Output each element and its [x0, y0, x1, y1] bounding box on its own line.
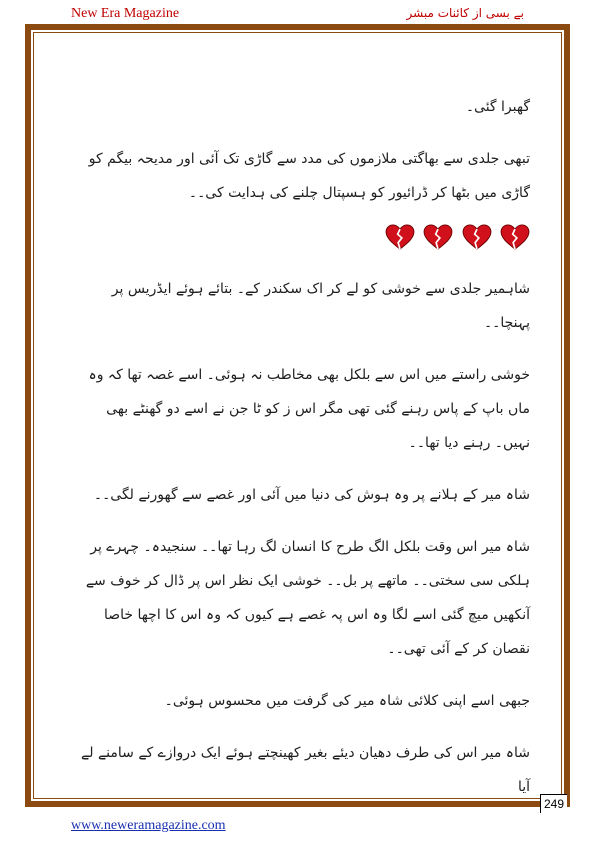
website-link[interactable]: www.neweramagazine.com — [71, 818, 226, 833]
broken-heart-icon — [423, 224, 453, 250]
paragraph-6: شاہ میر اس وقت بلکل الگ طرح کا انسان لگ رہا تھا۔۔ سنجیدہ۔ چہرے پر ہلکی سی سختی۔۔ ماتھے پر بل۔۔ خوشی ایک نظر اس پر ڈال کر خوف سے آنکھیں میچ گئی اسے لگا وہ اس پہ غصے ہے کیوں کہ وہ اس کا اچھا خاصا نقصان کر کے آئی تھی۔۔ — [85, 539, 530, 657]
broken-heart-icon — [462, 224, 492, 250]
paragraph-3: شاہمیر جلدی سے خوشی کو لے کر اک سکندر کے۔ بتائے ہوئے ایڈریس پر پہنچا۔۔ — [111, 281, 530, 331]
paragraph-2: تبھی جلدی سے بھاگتی ملازموں کی مدد سے گاڑی تک آئی اور مدیحہ بیگم کو گاڑی میں بٹھا کر ڈرائیور کو ہسپتال چلنے کی ہدایت کی۔۔ — [88, 151, 530, 201]
heart-divider — [70, 220, 530, 254]
novel-title: بے بسی از کائنات مبشر — [406, 6, 524, 20]
paragraph-7: جبھی اسے اپنی کلائی شاہ میر کی گرفت میں محسوس ہوئی۔ — [164, 693, 530, 709]
paragraph-1: گھبرا گئی۔ — [465, 99, 530, 115]
page-number: 249 — [540, 794, 567, 813]
broken-heart-icon — [500, 224, 530, 250]
magazine-name: New Era Magazine — [71, 6, 180, 21]
paragraph-8: شاہ میر اس کی طرف دھیان دیئے بغیر کھینچتے ہوئے ایک دروازے کے سامنے لے آیا — [81, 745, 530, 795]
paragraph-4: خوشی راستے میں اس سے بلکل بھی مخاطب نہ ہوئی۔ اسے غصہ تھا کہ وہ ماں باپ کے پاس رہنے گئی تھی مگر اس ز کو ٹا جن نے اسے دو گھنٹے بھی نہیں۔ رہنے دیا تھا۔۔ — [88, 367, 530, 451]
paragraph-5: شاہ میر کے ہلانے پر وہ ہوش کی دنیا میں آئی اور غصے سے گھورنے لگی۔۔ — [93, 487, 530, 503]
broken-heart-icon — [385, 224, 415, 250]
story-body — [70, 90, 530, 804]
